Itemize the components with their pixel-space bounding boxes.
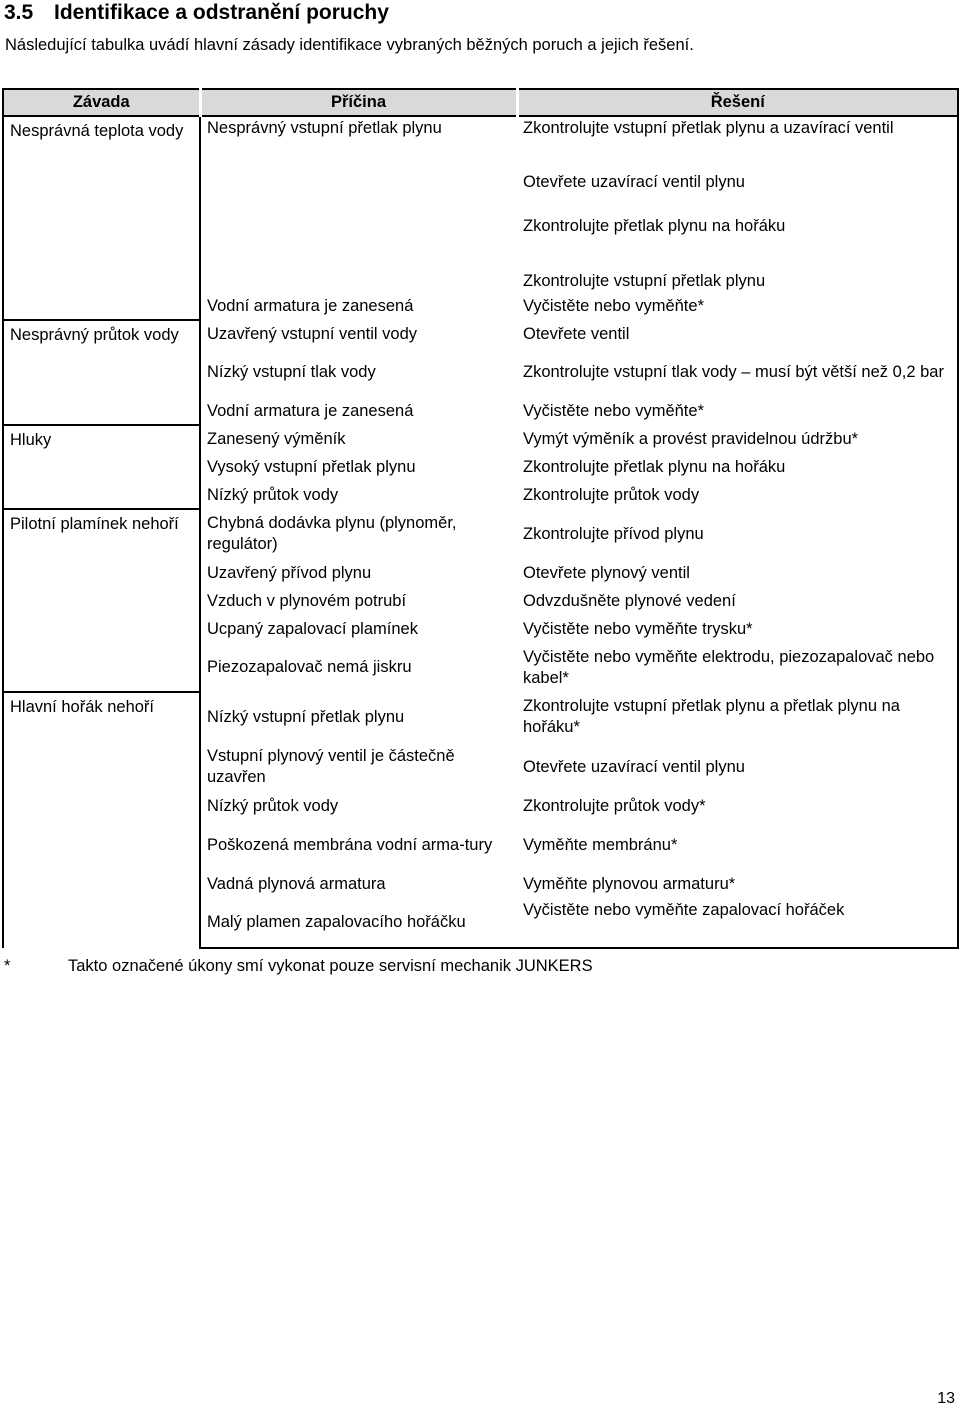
solution-cell: Vyměňte plynovou armaturu* [517, 870, 958, 898]
solution-cell: Otevřete uzavírací ventil plynu [517, 160, 958, 204]
cause-cell: Uzavřený vstupní ventil vody [207, 324, 418, 343]
fault-cell: Nesprávná teplota vody [3, 116, 200, 320]
cause-cell: Vodní armatura je zanesená [207, 296, 414, 315]
fault-cell: Pilotní plamínek nehoří [3, 509, 200, 692]
cause-cell: Nízký vstupní přetlak plynu [207, 707, 405, 726]
table-body [3, 116, 958, 948]
cause-cell: Malý plamen zapalovacího hořáčku [200, 898, 517, 948]
fault-cell: Hluky [3, 425, 200, 509]
solution-cell: Zkontrolujte přívod plynu [517, 509, 958, 559]
intro-paragraph: Následující tabulka uvádí hlavní zásady identifikace vybraných běžných poruch a jejich řešení. [5, 36, 694, 54]
fault-cell: Nesprávný průtok vody [3, 320, 200, 425]
table-row [3, 692, 958, 742]
section-title: Identifikace a odstranění poruchy [54, 1, 389, 24]
solution-cell: Vyčistěte nebo vyměňte trysku* [517, 615, 958, 643]
section-number: 3.5 [4, 1, 34, 24]
solution-cell: Vyčistěte nebo vyměňte zapalovací hořáček [517, 898, 958, 948]
header-fault: Závada [3, 89, 200, 116]
footnote-text: Takto označené úkony smí vykonat pouze servisní mechanik JUNKERS [68, 957, 593, 975]
fault-table [2, 88, 959, 949]
solution-cell: Vymýt výměník a provést pravidelnou údržbu* [517, 425, 958, 453]
cause-cell: Vstupní plynový ventil je částečně uzavřen [207, 747, 455, 786]
solution-cell: Zkontrolujte průtok vody* [517, 792, 958, 820]
solution-cell: Vyčistěte nebo vyměňte* [517, 292, 958, 320]
cause-cell [200, 204, 517, 248]
table-row [3, 116, 958, 160]
cause-cell: Vysoký vstupní přetlak plynu [207, 457, 416, 476]
table-row [3, 425, 958, 453]
cause-cell [200, 248, 517, 292]
cause-cell: Vodní armatura je zanesená [207, 401, 414, 420]
cause-cell: Nízký vstupní tlak vody [207, 363, 376, 381]
table-row [3, 509, 958, 559]
header-cause: Příčina [200, 89, 517, 116]
section-heading [4, 0, 389, 26]
header-solution: Řešení [517, 89, 958, 116]
solution-cell: Otevřete ventil [517, 320, 958, 348]
cause-cell: Uzavřený přívod plynu [207, 563, 372, 582]
solution-cell: Zkontrolujte vstupní přetlak plynu a přetlak plynu na hořáku* [517, 692, 958, 742]
cause-cell: Chybná dodávka plynu (plynoměr, regulátor) [207, 514, 457, 553]
cause-cell: Vzduch v plynovém potrubí [207, 591, 407, 610]
solution-cell: Otevřete uzavírací ventil plynu [517, 742, 958, 792]
table-header-row [3, 89, 958, 116]
solution-cell: Vyměňte membránu* [517, 820, 958, 870]
cause-cell [200, 160, 517, 204]
cause-cell: Poškozená membrána vodní arma-tury [207, 835, 493, 854]
cause-cell: Vadná plynová armatura [207, 874, 386, 893]
fault-cell: Hlavní hořák nehoří [3, 692, 200, 948]
solution-cell: Zkontrolujte vstupní přetlak plynu a uzavírací ventil [517, 116, 958, 160]
solution-cell: Otevřete plynový ventil [517, 559, 958, 587]
cause-cell: Nízký průtok vody [207, 485, 339, 504]
footnote-marker: * [4, 957, 11, 975]
cause-cell: Nízký průtok vody [207, 796, 339, 815]
cause-cell: Ucpaný zapalovací plamínek [207, 619, 418, 638]
solution-cell: Zkontrolujte přetlak plynu na hořáku [517, 453, 958, 481]
cause-cell: Zanesený výměník [207, 429, 346, 448]
solution-cell: Zkontrolujte přetlak plynu na hořáku [517, 204, 958, 248]
solution-cell: Vyčistěte nebo vyměňte* [517, 397, 958, 425]
solution-cell: Zkontrolujte vstupní tlak vody – musí být větší než 0,2 bar [517, 348, 958, 397]
solution-cell: Odvzdušněte plynové vedení [517, 587, 958, 615]
table-row [3, 320, 958, 348]
cause-cell: Piezozapalovač nemá jiskru [207, 658, 412, 676]
solution-cell: Vyčistěte nebo vyměňte elektrodu, piezozapalovač nebo kabel* [517, 643, 958, 692]
solution-cell: Zkontrolujte vstupní přetlak plynu [517, 248, 958, 292]
page-number: 13 [937, 1390, 955, 1407]
solution-cell: Zkontrolujte průtok vody [517, 481, 958, 509]
cause-cell: Nesprávný vstupní přetlak plynu [207, 119, 442, 137]
